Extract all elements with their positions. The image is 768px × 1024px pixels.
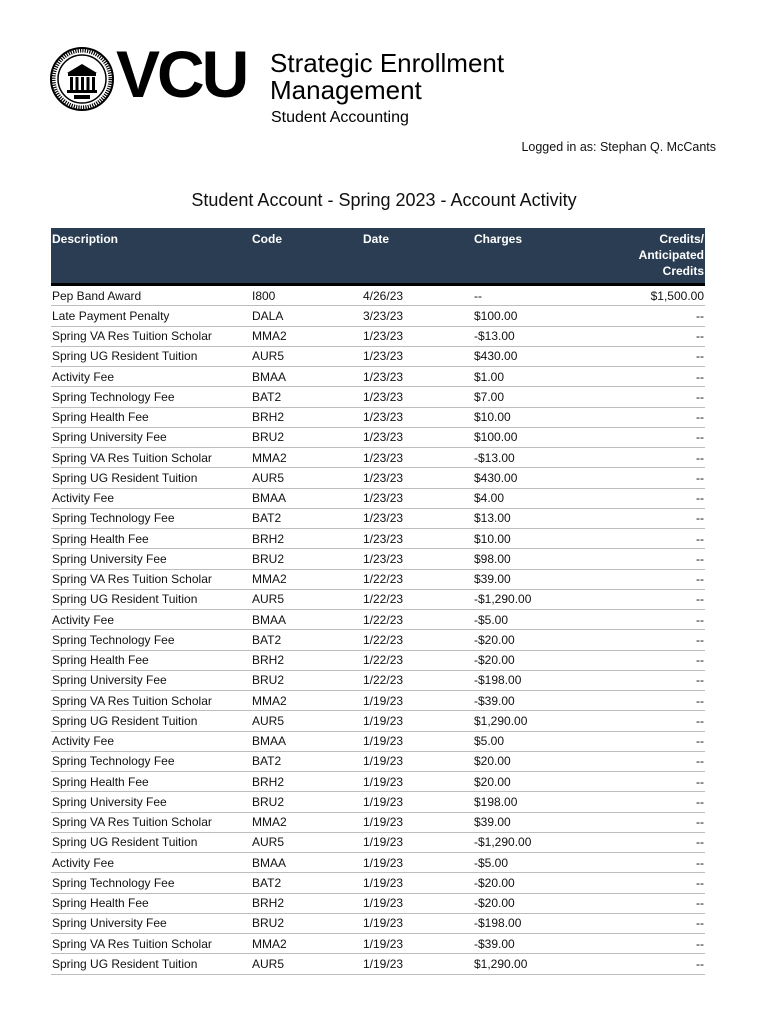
cell-description: Spring Technology Fee — [51, 387, 251, 407]
cell-credits: -- — [593, 326, 705, 346]
cell-date: 1/22/23 — [362, 630, 473, 650]
cell-charges: -$13.00 — [473, 448, 593, 468]
cell-charges: -$198.00 — [473, 913, 593, 933]
cell-description: Spring University Fee — [51, 670, 251, 690]
cell-code: AUR5 — [251, 468, 362, 488]
table-row — [51, 751, 705, 771]
cell-description: Spring UG Resident Tuition — [51, 711, 251, 731]
table-row — [51, 407, 705, 427]
cell-date: 1/22/23 — [362, 589, 473, 609]
cell-credits: -- — [593, 934, 705, 954]
table-row — [51, 670, 705, 690]
cell-date: 1/23/23 — [362, 508, 473, 528]
column-header-description: Description — [51, 228, 251, 285]
cell-description: Spring UG Resident Tuition — [51, 954, 251, 974]
cell-date: 1/19/23 — [362, 751, 473, 771]
table-row — [51, 873, 705, 893]
table-row — [51, 691, 705, 711]
cell-credits: -- — [593, 650, 705, 670]
cell-credits: -- — [593, 529, 705, 549]
cell-description: Spring UG Resident Tuition — [51, 589, 251, 609]
cell-date: 1/23/23 — [362, 549, 473, 569]
cell-date: 1/19/23 — [362, 792, 473, 812]
cell-charges: $1,290.00 — [473, 711, 593, 731]
cell-charges: -$13.00 — [473, 326, 593, 346]
cell-credits: -- — [593, 346, 705, 366]
cell-credits: -- — [593, 549, 705, 569]
cell-code: DALA — [251, 306, 362, 326]
table-row — [51, 529, 705, 549]
cell-code: AUR5 — [251, 711, 362, 731]
cell-charges: $98.00 — [473, 549, 593, 569]
cell-date: 1/22/23 — [362, 670, 473, 690]
cell-date: 1/23/23 — [362, 346, 473, 366]
cell-date: 1/19/23 — [362, 832, 473, 852]
cell-credits: -- — [593, 427, 705, 447]
table-row — [51, 610, 705, 630]
cell-credits: -- — [593, 670, 705, 690]
cell-credits: $1,500.00 — [593, 285, 705, 306]
cell-description: Spring VA Res Tuition Scholar — [51, 448, 251, 468]
cell-code: BAT2 — [251, 630, 362, 650]
cell-description: Activity Fee — [51, 610, 251, 630]
cell-code: BRU2 — [251, 549, 362, 569]
table-row — [51, 508, 705, 528]
university-seal-icon — [50, 47, 114, 111]
cell-code: BRH2 — [251, 893, 362, 913]
cell-date: 1/23/23 — [362, 367, 473, 387]
table-row — [51, 934, 705, 954]
cell-date: 1/19/23 — [362, 893, 473, 913]
cell-code: BRU2 — [251, 913, 362, 933]
cell-date: 1/19/23 — [362, 873, 473, 893]
cell-credits: -- — [593, 630, 705, 650]
cell-code: BRU2 — [251, 670, 362, 690]
cell-charges: $4.00 — [473, 488, 593, 508]
cell-date: 1/23/23 — [362, 488, 473, 508]
cell-code: BRH2 — [251, 650, 362, 670]
cell-credits: -- — [593, 772, 705, 792]
cell-charges: $100.00 — [473, 427, 593, 447]
cell-description: Spring VA Res Tuition Scholar — [51, 326, 251, 346]
cell-credits: -- — [593, 832, 705, 852]
cell-description: Spring Health Fee — [51, 650, 251, 670]
table-row — [51, 711, 705, 731]
cell-description: Spring UG Resident Tuition — [51, 346, 251, 366]
page-title: Student Account - Spring 2023 - Account Activity — [191, 190, 577, 210]
table-row — [51, 812, 705, 832]
cell-charges: $5.00 — [473, 731, 593, 751]
cell-description: Spring Health Fee — [51, 893, 251, 913]
cell-credits: -- — [593, 731, 705, 751]
cell-charges: $1,290.00 — [473, 954, 593, 974]
cell-date: 1/19/23 — [362, 772, 473, 792]
cell-charges: -$1,290.00 — [473, 832, 593, 852]
table-row — [51, 853, 705, 873]
table-row — [51, 589, 705, 609]
cell-code: BMAA — [251, 610, 362, 630]
cell-code: BAT2 — [251, 508, 362, 528]
cell-code: BMAA — [251, 731, 362, 751]
cell-code: AUR5 — [251, 589, 362, 609]
cell-charges: $10.00 — [473, 529, 593, 549]
cell-code: AUR5 — [251, 346, 362, 366]
cell-description: Spring Technology Fee — [51, 630, 251, 650]
cell-description: Spring Health Fee — [51, 772, 251, 792]
cell-date: 1/22/23 — [362, 650, 473, 670]
cell-description: Spring UG Resident Tuition — [51, 468, 251, 488]
cell-code: BMAA — [251, 367, 362, 387]
cell-charges: $10.00 — [473, 407, 593, 427]
cell-charges: $20.00 — [473, 751, 593, 771]
cell-credits: -- — [593, 407, 705, 427]
cell-code: MMA2 — [251, 691, 362, 711]
table-row — [51, 448, 705, 468]
table-row — [51, 326, 705, 346]
cell-charges: -$39.00 — [473, 934, 593, 954]
cell-code: BMAA — [251, 488, 362, 508]
cell-date: 1/23/23 — [362, 529, 473, 549]
cell-code: MMA2 — [251, 812, 362, 832]
cell-code: MMA2 — [251, 569, 362, 589]
cell-charges: -$20.00 — [473, 650, 593, 670]
cell-credits: -- — [593, 468, 705, 488]
table-row — [51, 427, 705, 447]
cell-code: BRU2 — [251, 792, 362, 812]
header-title-line2: Management — [270, 75, 422, 105]
header-title — [270, 50, 504, 104]
cell-code: MMA2 — [251, 448, 362, 468]
cell-credits: -- — [593, 792, 705, 812]
cell-credits: -- — [593, 448, 705, 468]
cell-description: Activity Fee — [51, 731, 251, 751]
cell-charges: -$20.00 — [473, 873, 593, 893]
cell-date: 1/19/23 — [362, 853, 473, 873]
cell-description: Late Payment Penalty — [51, 306, 251, 326]
table-row — [51, 954, 705, 974]
cell-code: I800 — [251, 285, 362, 306]
table-row — [51, 731, 705, 751]
cell-description: Activity Fee — [51, 853, 251, 873]
table-row — [51, 549, 705, 569]
header-title-line1: Strategic Enrollment — [270, 48, 505, 78]
cell-credits: -- — [593, 751, 705, 771]
cell-description: Spring VA Res Tuition Scholar — [51, 812, 251, 832]
cell-date: 1/19/23 — [362, 934, 473, 954]
cell-description: Spring VA Res Tuition Scholar — [51, 569, 251, 589]
cell-charges: -$198.00 — [473, 670, 593, 690]
cell-description: Spring Technology Fee — [51, 873, 251, 893]
table-row — [51, 468, 705, 488]
cell-code: BRH2 — [251, 772, 362, 792]
cell-description: Spring VA Res Tuition Scholar — [51, 691, 251, 711]
cell-code: BAT2 — [251, 387, 362, 407]
cell-description: Spring Technology Fee — [51, 508, 251, 528]
cell-credits: -- — [593, 610, 705, 630]
cell-description: Activity Fee — [51, 367, 251, 387]
cell-date: 1/19/23 — [362, 711, 473, 731]
table-row — [51, 772, 705, 792]
cell-description: Spring UG Resident Tuition — [51, 832, 251, 852]
cell-code: BRU2 — [251, 427, 362, 447]
cell-date: 1/19/23 — [362, 913, 473, 933]
cell-charges: -$1,290.00 — [473, 589, 593, 609]
cell-date: 1/22/23 — [362, 610, 473, 630]
cell-date: 1/22/23 — [362, 569, 473, 589]
cell-date: 1/19/23 — [362, 731, 473, 751]
table-header-row — [51, 228, 705, 285]
cell-code: BAT2 — [251, 751, 362, 771]
table-row — [51, 832, 705, 852]
table-row — [51, 792, 705, 812]
cell-charges: $100.00 — [473, 306, 593, 326]
cell-charges: -- — [473, 285, 593, 306]
cell-code: BRH2 — [251, 529, 362, 549]
cell-credits: -- — [593, 488, 705, 508]
cell-charges: -$39.00 — [473, 691, 593, 711]
cell-charges: -$20.00 — [473, 630, 593, 650]
cell-credits: -- — [593, 569, 705, 589]
cell-charges: $7.00 — [473, 387, 593, 407]
cell-date: 1/19/23 — [362, 954, 473, 974]
cell-description: Spring Technology Fee — [51, 751, 251, 771]
cell-description: Spring VA Res Tuition Scholar — [51, 934, 251, 954]
cell-description: Spring Health Fee — [51, 529, 251, 549]
logged-in-label: Logged in as: Stephan Q. McCants — [521, 140, 716, 154]
cell-charges: $430.00 — [473, 346, 593, 366]
cell-date: 1/23/23 — [362, 326, 473, 346]
table-row — [51, 306, 705, 326]
cell-credits: -- — [593, 589, 705, 609]
column-header-code: Code — [251, 228, 362, 285]
page-header — [50, 37, 520, 134]
table-row — [51, 367, 705, 387]
cell-credits: -- — [593, 893, 705, 913]
cell-charges: -$5.00 — [473, 610, 593, 630]
cell-charges: $39.00 — [473, 569, 593, 589]
cell-description: Pep Band Award — [51, 285, 251, 306]
vcu-logo-text: VCU — [116, 37, 247, 111]
column-header-credits: Credits/ Anticipated Credits — [593, 228, 705, 285]
cell-date: 4/26/23 — [362, 285, 473, 306]
cell-code: BMAA — [251, 853, 362, 873]
cell-code: MMA2 — [251, 326, 362, 346]
table-row — [51, 630, 705, 650]
cell-charges: $430.00 — [473, 468, 593, 488]
table-row — [51, 913, 705, 933]
cell-credits: -- — [593, 306, 705, 326]
cell-code: AUR5 — [251, 954, 362, 974]
column-header-charges: Charges — [473, 228, 593, 285]
cell-credits: -- — [593, 691, 705, 711]
cell-credits: -- — [593, 954, 705, 974]
cell-date: 1/23/23 — [362, 427, 473, 447]
cell-date: 1/23/23 — [362, 387, 473, 407]
cell-credits: -- — [593, 853, 705, 873]
cell-date: 1/23/23 — [362, 468, 473, 488]
table-row — [51, 488, 705, 508]
cell-credits: -- — [593, 711, 705, 731]
cell-description: Spring Health Fee — [51, 407, 251, 427]
cell-description: Spring University Fee — [51, 549, 251, 569]
column-header-date: Date — [362, 228, 473, 285]
cell-description: Activity Fee — [51, 488, 251, 508]
cell-charges: $39.00 — [473, 812, 593, 832]
cell-credits: -- — [593, 387, 705, 407]
cell-credits: -- — [593, 367, 705, 387]
table-row — [51, 387, 705, 407]
header-subtitle: Student Accounting — [271, 109, 409, 126]
cell-date: 3/23/23 — [362, 306, 473, 326]
account-activity-table — [51, 228, 705, 975]
cell-charges: $13.00 — [473, 508, 593, 528]
cell-code: BAT2 — [251, 873, 362, 893]
cell-charges: $20.00 — [473, 772, 593, 792]
cell-date: 1/19/23 — [362, 691, 473, 711]
table-body — [51, 285, 705, 975]
cell-description: Spring University Fee — [51, 792, 251, 812]
cell-credits: -- — [593, 913, 705, 933]
cell-code: BRH2 — [251, 407, 362, 427]
cell-date: 1/23/23 — [362, 407, 473, 427]
cell-code: AUR5 — [251, 832, 362, 852]
cell-description: Spring University Fee — [51, 913, 251, 933]
cell-credits: -- — [593, 873, 705, 893]
cell-credits: -- — [593, 508, 705, 528]
cell-charges: $1.00 — [473, 367, 593, 387]
table-row — [51, 650, 705, 670]
cell-charges: -$20.00 — [473, 893, 593, 913]
cell-credits: -- — [593, 812, 705, 832]
cell-description: Spring University Fee — [51, 427, 251, 447]
table-row — [51, 285, 705, 306]
cell-code: MMA2 — [251, 934, 362, 954]
cell-charges: -$5.00 — [473, 853, 593, 873]
table-row — [51, 893, 705, 913]
table-row — [51, 569, 705, 589]
cell-date: 1/19/23 — [362, 812, 473, 832]
table-row — [51, 346, 705, 366]
cell-charges: $198.00 — [473, 792, 593, 812]
cell-date: 1/23/23 — [362, 448, 473, 468]
